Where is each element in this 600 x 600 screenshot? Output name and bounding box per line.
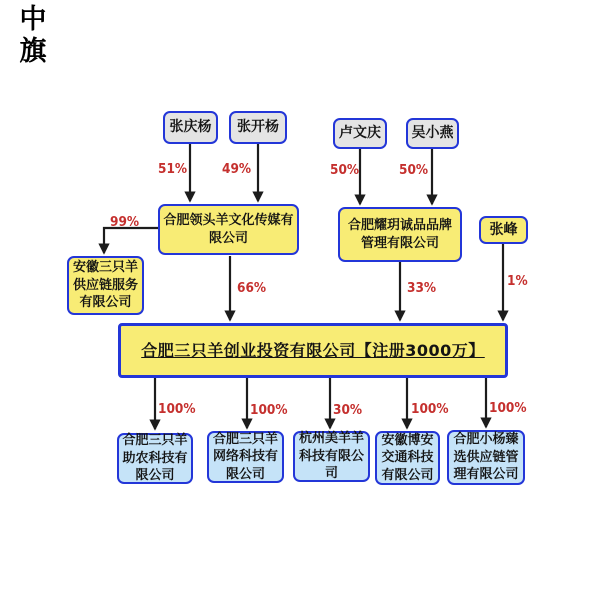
pct-zhangkaiyang: 49% — [222, 161, 252, 177]
pct-main-meiyangyang: 30% — [333, 402, 363, 418]
node-main-company: 合肥三只羊创业投资有限公司【注册3000万】 — [118, 323, 508, 378]
node-zhang-qingyang: 张庆杨 — [163, 111, 218, 144]
pct-zhangfeng-main: 1% — [507, 273, 528, 289]
node-wu-xiaoyan: 吴小燕 — [406, 118, 459, 149]
node-wangluo-company: 合肥三只羊网络科技有限公司 — [207, 431, 284, 483]
pct-main-xiaoyang: 100% — [489, 400, 527, 416]
logo-char-2: 旗 — [19, 35, 47, 67]
pct-yaoyue-main: 33% — [407, 280, 437, 296]
logo-char-1: 中 — [19, 4, 47, 35]
node-lingtouyang-company: 合肥领头羊文化传媒有限公司 — [158, 204, 299, 255]
node-yaoyue-company: 合肥耀玥诚品品牌管理有限公司 — [338, 207, 462, 262]
node-boan-company: 安徽博安交通科技有限公司 — [375, 431, 440, 485]
node-lu-wenqing: 卢文庆 — [333, 118, 387, 149]
pct-zhangqingyang: 51% — [158, 161, 188, 177]
pct-lingtouyang-main: 66% — [237, 280, 267, 296]
node-xiaoyang-company: 合肥小杨臻选供应链管理有限公司 — [447, 430, 525, 485]
pct-luwenqing: 50% — [330, 162, 360, 178]
pct-lingtouyang-anhui: 99% — [110, 214, 140, 230]
arrow-lingtouyang-anhui — [104, 228, 158, 253]
node-meiyangyang-company: 杭州美羊羊科技有限公司 — [293, 431, 370, 482]
node-zhang-feng: 张峰 — [479, 216, 528, 244]
node-anhui-sanzhiyang-company: 安徽三只羊供应链服务有限公司 — [67, 256, 144, 315]
node-zhang-kaiyang: 张开杨 — [229, 111, 287, 144]
pct-main-wangluo: 100% — [250, 402, 288, 418]
pct-main-boan: 100% — [411, 401, 449, 417]
pct-wuxiaoyan: 50% — [399, 162, 429, 178]
pct-main-zhunong: 100% — [158, 401, 196, 417]
node-zhunong-company: 合肥三只羊助农科技有限公司 — [117, 433, 193, 484]
